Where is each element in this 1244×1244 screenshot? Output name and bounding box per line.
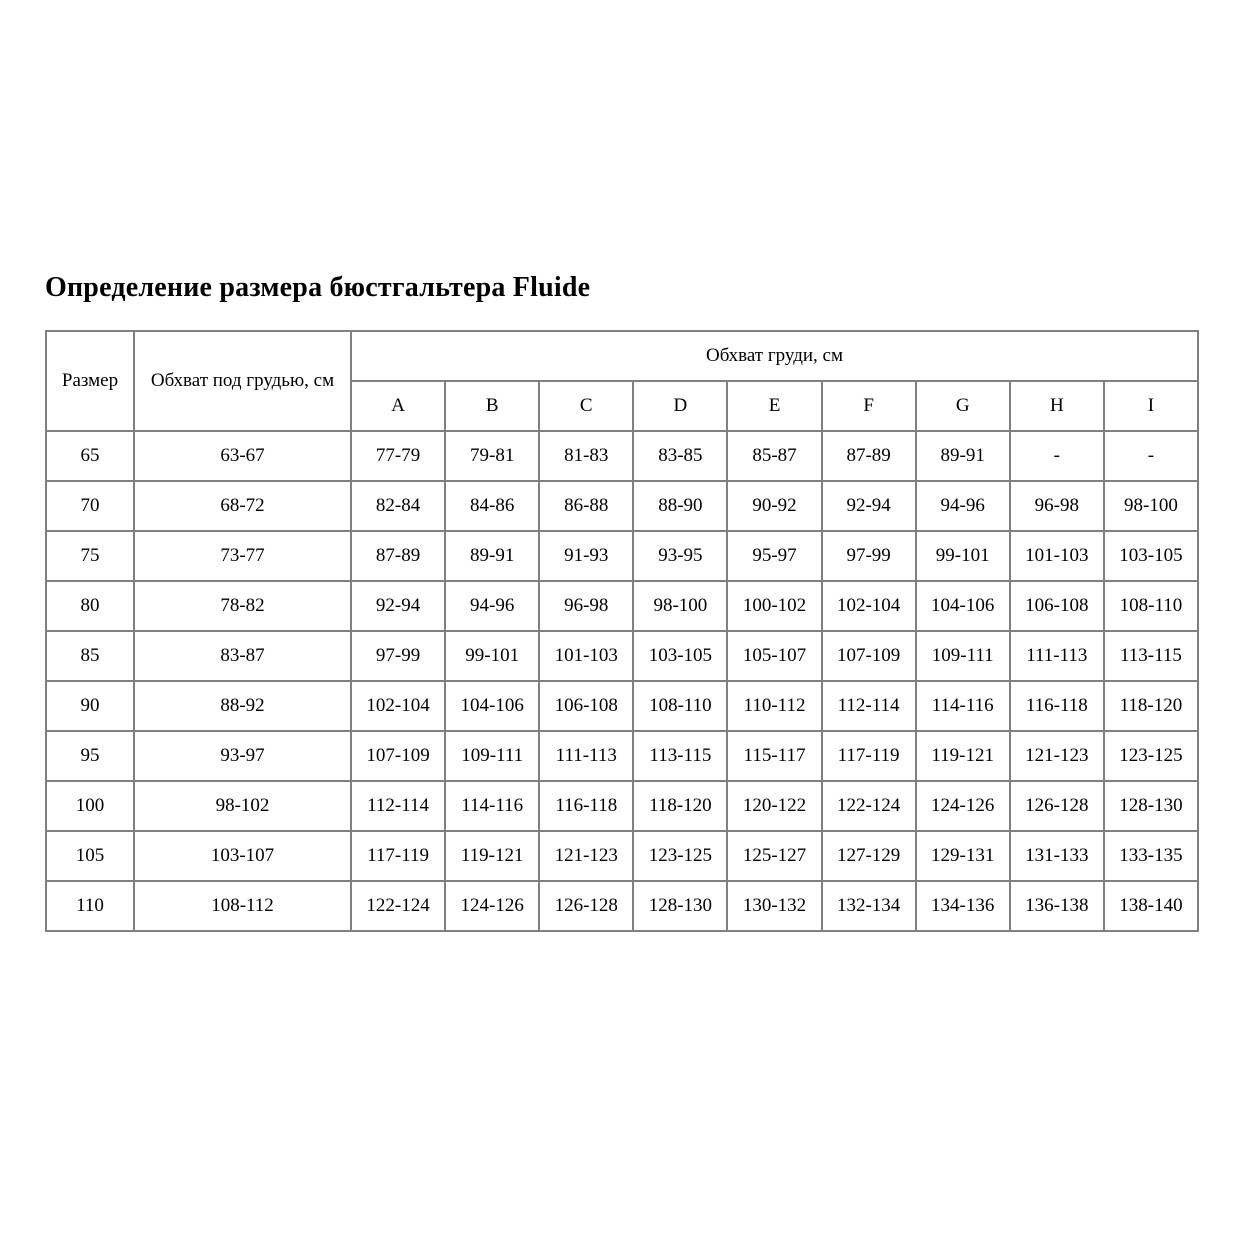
cup-cell: 124-126: [916, 781, 1010, 831]
cup-cell: 105-107: [727, 631, 821, 681]
header-underbust: Обхват под грудью, см: [134, 331, 351, 431]
cup-cell: 102-104: [822, 581, 916, 631]
table-row: [46, 481, 1198, 531]
size-cell: 100: [46, 781, 134, 831]
cup-cell: 108-110: [633, 681, 727, 731]
cup-cell: 106-108: [539, 681, 633, 731]
cup-cell: 89-91: [445, 531, 539, 581]
cup-cell: 117-119: [822, 731, 916, 781]
cup-cell: 88-90: [633, 481, 727, 531]
cup-cell: 104-106: [916, 581, 1010, 631]
cup-cell: 123-125: [633, 831, 727, 881]
table-row: [46, 831, 1198, 881]
size-cell: 110: [46, 881, 134, 931]
cup-cell: 81-83: [539, 431, 633, 481]
cup-cell: 111-113: [539, 731, 633, 781]
cup-cell: 127-129: [822, 831, 916, 881]
cup-cell: 82-84: [351, 481, 445, 531]
underbust-cell: 98-102: [134, 781, 351, 831]
cup-cell: 79-81: [445, 431, 539, 481]
cup-cell: 99-101: [916, 531, 1010, 581]
cup-cell: 87-89: [351, 531, 445, 581]
cup-cell: 118-120: [633, 781, 727, 831]
cup-cell: 92-94: [822, 481, 916, 531]
cup-cell: 92-94: [351, 581, 445, 631]
page-title: Определение размера бюстгальтера Fluide: [45, 272, 591, 303]
cup-cell: 130-132: [727, 881, 821, 931]
cup-cell: 128-130: [1104, 781, 1198, 831]
size-cell: 85: [46, 631, 134, 681]
cup-cell: 101-103: [1010, 531, 1104, 581]
underbust-cell: 108-112: [134, 881, 351, 931]
underbust-cell: 78-82: [134, 581, 351, 631]
cup-cell: 93-95: [633, 531, 727, 581]
cup-cell: 117-119: [351, 831, 445, 881]
cup-cell: 119-121: [445, 831, 539, 881]
cup-cell: 94-96: [445, 581, 539, 631]
table-row: [46, 881, 1198, 931]
cup-cell: 103-105: [1104, 531, 1198, 581]
size-cell: 95: [46, 731, 134, 781]
cup-cell: 120-122: [727, 781, 821, 831]
cup-cell: 95-97: [727, 531, 821, 581]
cup-cell: 107-109: [822, 631, 916, 681]
size-table: [45, 330, 1199, 932]
table-row: [46, 431, 1198, 481]
cup-cell: 110-112: [727, 681, 821, 731]
underbust-cell: 93-97: [134, 731, 351, 781]
header-cup-B: B: [445, 381, 539, 431]
cup-cell: 86-88: [539, 481, 633, 531]
cup-cell: 97-99: [351, 631, 445, 681]
underbust-cell: 103-107: [134, 831, 351, 881]
size-cell: 105: [46, 831, 134, 881]
cup-cell: 83-85: [633, 431, 727, 481]
cup-cell: 104-106: [445, 681, 539, 731]
cup-cell: 123-125: [1104, 731, 1198, 781]
table-body: [46, 431, 1198, 931]
cup-cell: 101-103: [539, 631, 633, 681]
header-size: Размер: [46, 331, 134, 431]
header-cup-I: I: [1104, 381, 1198, 431]
cup-cell: 122-124: [351, 881, 445, 931]
cup-cell: 90-92: [727, 481, 821, 531]
cup-cell: 111-113: [1010, 631, 1104, 681]
cup-cell: 124-126: [445, 881, 539, 931]
cup-cell: 136-138: [1010, 881, 1104, 931]
cup-cell: 108-110: [1104, 581, 1198, 631]
cup-cell: 99-101: [445, 631, 539, 681]
cup-cell: 118-120: [1104, 681, 1198, 731]
underbust-cell: 73-77: [134, 531, 351, 581]
cup-cell: 126-128: [1010, 781, 1104, 831]
cup-cell: 125-127: [727, 831, 821, 881]
size-cell: 70: [46, 481, 134, 531]
table-header: [46, 331, 1198, 431]
cup-cell: 103-105: [633, 631, 727, 681]
cup-cell: 132-134: [822, 881, 916, 931]
cup-cell: 128-130: [633, 881, 727, 931]
cup-cell: 96-98: [1010, 481, 1104, 531]
cup-cell: 107-109: [351, 731, 445, 781]
header-bust-group: Обхват груди, см: [351, 331, 1198, 381]
cup-cell: 77-79: [351, 431, 445, 481]
size-cell: 75: [46, 531, 134, 581]
cup-cell: 121-123: [1010, 731, 1104, 781]
header-cup-E: E: [727, 381, 821, 431]
cup-cell: -: [1010, 431, 1104, 481]
cup-cell: 116-118: [1010, 681, 1104, 731]
cup-cell: 114-116: [445, 781, 539, 831]
size-cell: 90: [46, 681, 134, 731]
cup-cell: 97-99: [822, 531, 916, 581]
cup-cell: 109-111: [916, 631, 1010, 681]
cup-cell: 94-96: [916, 481, 1010, 531]
cup-cell: 98-100: [1104, 481, 1198, 531]
table-row: [46, 581, 1198, 631]
table-row: [46, 631, 1198, 681]
header-cup-G: G: [916, 381, 1010, 431]
cup-cell: 113-115: [1104, 631, 1198, 681]
cup-cell: 84-86: [445, 481, 539, 531]
cup-cell: 112-114: [351, 781, 445, 831]
cup-cell: 98-100: [633, 581, 727, 631]
underbust-cell: 83-87: [134, 631, 351, 681]
cup-cell: 122-124: [822, 781, 916, 831]
cup-cell: 100-102: [727, 581, 821, 631]
cup-cell: 112-114: [822, 681, 916, 731]
cup-cell: 109-111: [445, 731, 539, 781]
cup-cell: 102-104: [351, 681, 445, 731]
underbust-cell: 68-72: [134, 481, 351, 531]
cup-cell: 114-116: [916, 681, 1010, 731]
cup-cell: 87-89: [822, 431, 916, 481]
header-row-top: [46, 331, 1198, 381]
header-cup-H: H: [1010, 381, 1104, 431]
cup-cell: 85-87: [727, 431, 821, 481]
cup-cell: 126-128: [539, 881, 633, 931]
cup-cell: -: [1104, 431, 1198, 481]
header-cup-F: F: [822, 381, 916, 431]
size-cell: 80: [46, 581, 134, 631]
table-row: [46, 531, 1198, 581]
cup-cell: 91-93: [539, 531, 633, 581]
header-cup-D: D: [633, 381, 727, 431]
cup-cell: 121-123: [539, 831, 633, 881]
table-row: [46, 781, 1198, 831]
cup-cell: 89-91: [916, 431, 1010, 481]
size-cell: 65: [46, 431, 134, 481]
cup-cell: 129-131: [916, 831, 1010, 881]
cup-cell: 138-140: [1104, 881, 1198, 931]
header-cup-C: C: [539, 381, 633, 431]
underbust-cell: 88-92: [134, 681, 351, 731]
cup-cell: 106-108: [1010, 581, 1104, 631]
cup-cell: 115-117: [727, 731, 821, 781]
cup-cell: 131-133: [1010, 831, 1104, 881]
table-row: [46, 681, 1198, 731]
cup-cell: 119-121: [916, 731, 1010, 781]
header-cup-A: A: [351, 381, 445, 431]
cup-cell: 113-115: [633, 731, 727, 781]
cup-cell: 116-118: [539, 781, 633, 831]
cup-cell: 134-136: [916, 881, 1010, 931]
cup-cell: 96-98: [539, 581, 633, 631]
underbust-cell: 63-67: [134, 431, 351, 481]
table-row: [46, 731, 1198, 781]
cup-cell: 133-135: [1104, 831, 1198, 881]
